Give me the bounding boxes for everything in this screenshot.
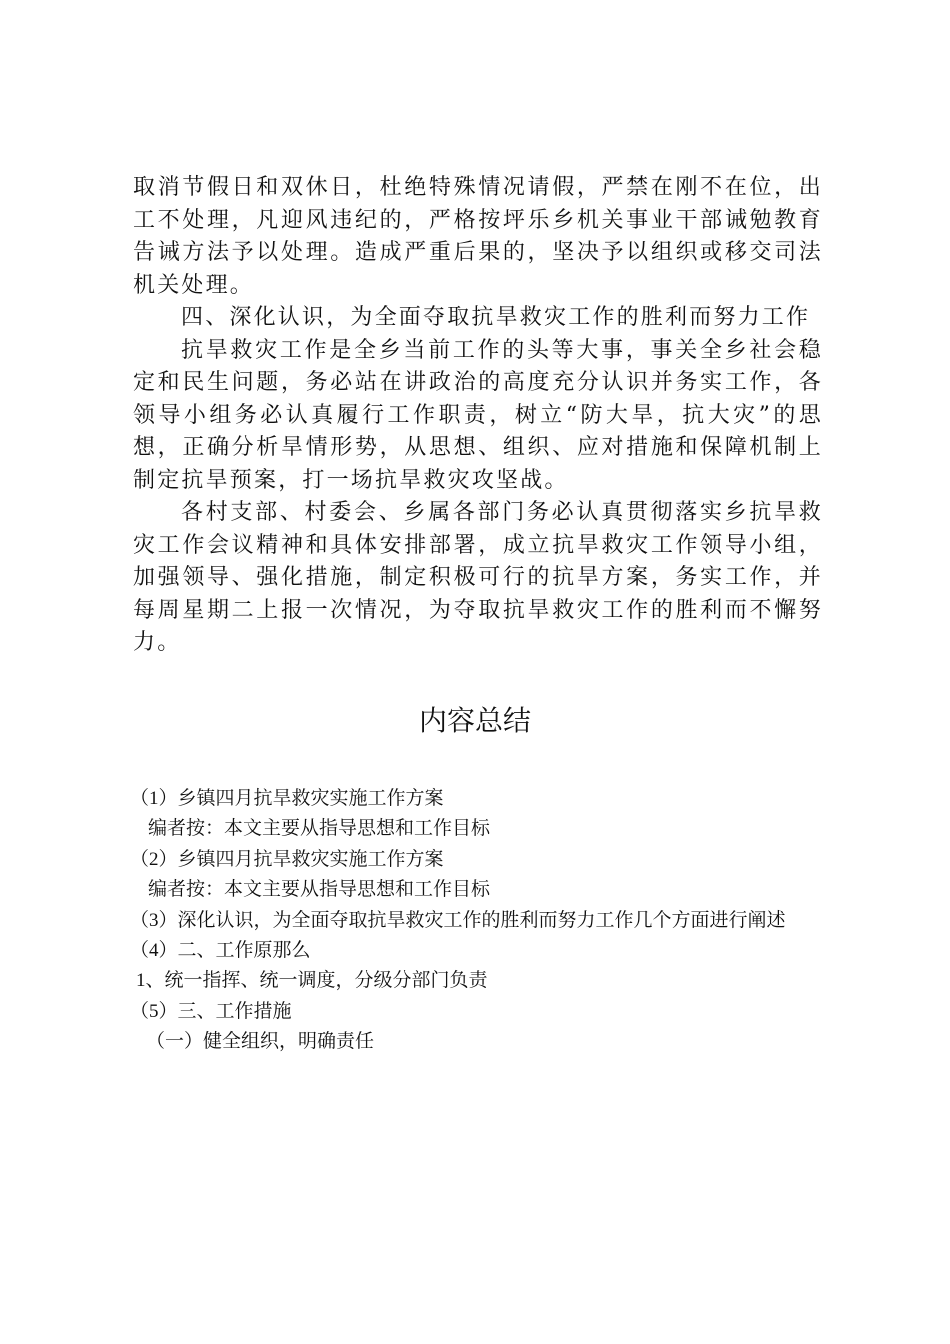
paragraph-discipline: 取消节假日和双休日，杜绝特殊情况请假，严禁在刚不在位，出工不处理，凡迎风违纪的，严格按坪乐乡机关事业干部诫勉教育告诫方法予以处理。造成严重后果的，坚决予以组织或移交司法机关处理。 [133,175,823,298]
summary-item: 编者按：本文主要从指导思想和工作目标 [148,879,491,901]
summary-item: （2）乡镇四月抗旱救灾实施工作方案 [130,848,444,870]
section-heading-four: 四、深化认识，为全面夺取抗旱救灾工作的胜利而努力工作 [181,305,811,330]
summary-item: 编者按：本文主要从指导思想和工作目标 [148,818,491,840]
summary-item: （一）健全组织，明确责任 [146,1031,375,1053]
summary-item: （4）二、工作原那么 [130,940,311,962]
paragraph-priority: 抗旱救灾工作是全乡当前工作的头等大事，事关全乡社会稳定和民生问题，务必站在讲政治的高度充分认识并务实工作，各领导小组务必认真履行工作职责，树立“防大旱，抗大灾”的思想，正确分析旱情形势，从思想、组织、应对措施和保障机制上制定抗旱预案，打一场抗旱救灾攻坚战。 [133,337,823,493]
paragraph-implementation: 各村支部、村委会、乡属各部门务必认真贯彻落实乡抗旱救灾工作会议精神和具体安排部署，成立抗旱救灾工作领导小组，加强领导、强化措施，制定积极可行的抗旱方案，务实工作，并每周星期二上报一次情况，为夺取抗旱救灾工作的胜利而不懈努力。 [133,500,823,655]
summary-item: （1）乡镇四月抗旱救灾实施工作方案 [130,788,444,809]
document-body [133,172,823,660]
summary-title: 内容总结 [418,706,531,737]
summary-item: （5）三、工作措施 [130,1000,292,1022]
summary-item: 1、统一指挥、统一调度，分级分部门负责 [136,970,488,992]
summary-item: （3）深化认识，为全面夺取抗旱救灾工作的胜利而努力工作几个方面进行阐述 [130,909,786,931]
summary-list [130,784,830,1058]
